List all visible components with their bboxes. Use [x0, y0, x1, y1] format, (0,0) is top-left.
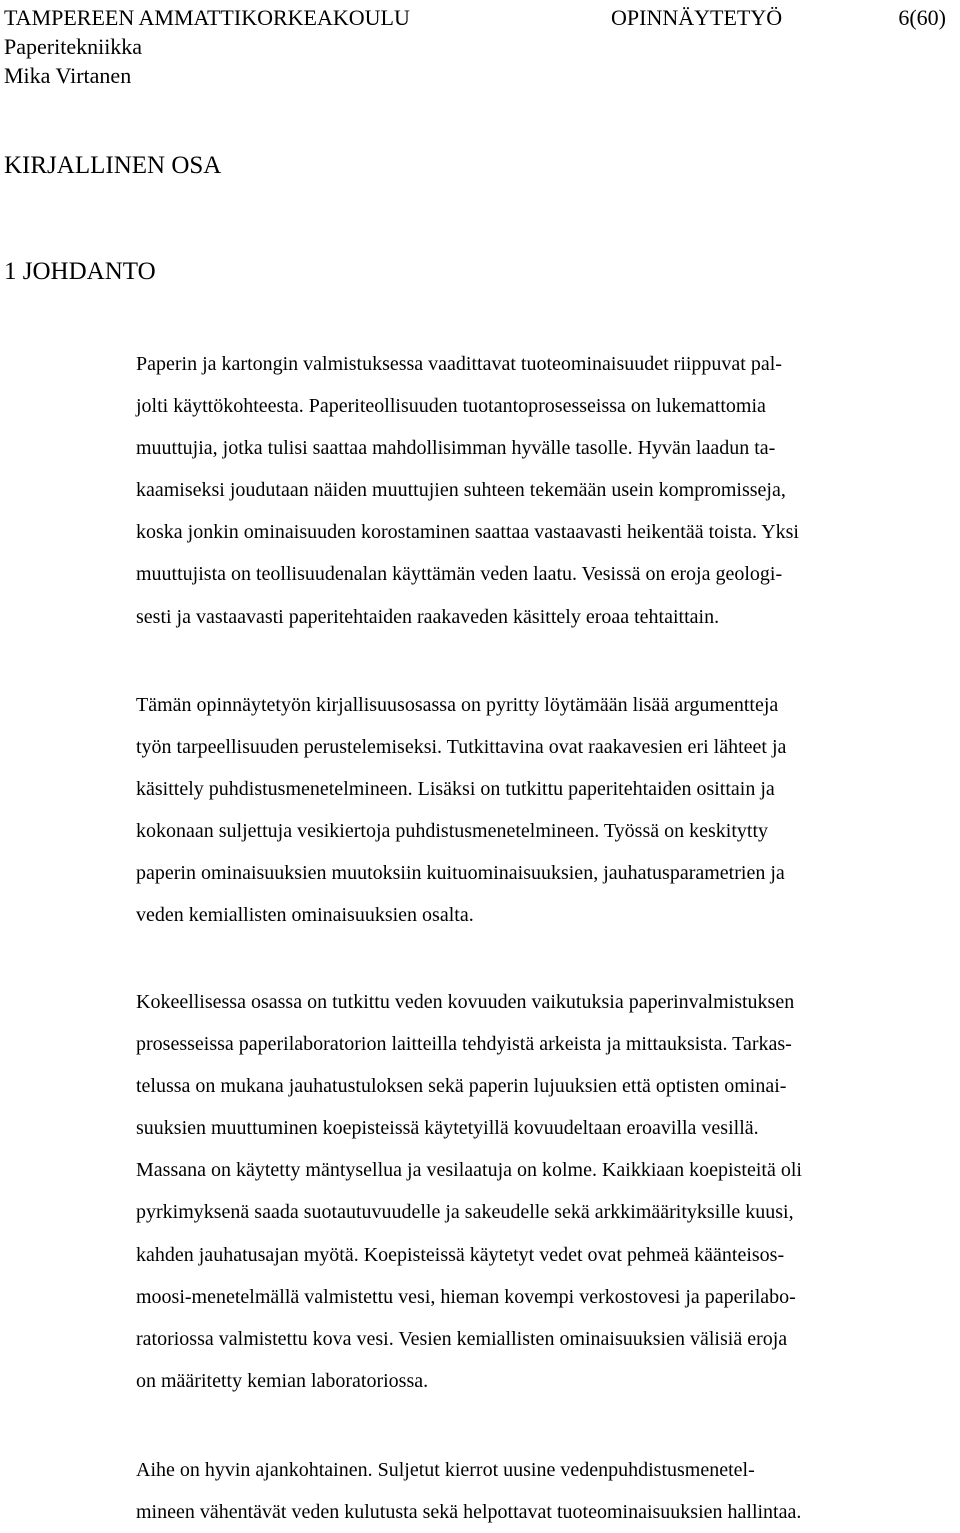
header-row-1: [4, 3, 954, 32]
paragraph-line: Tämän opinnäytetyön kirjallisuusosassa on pyritty löytämään lisää argumentteja: [136, 694, 779, 716]
paragraph-line: Massana on käytetty mäntysellua ja vesilaatuja on kolme. Kaikkiaan koepisteitä oli: [136, 1159, 802, 1182]
document-title: KIRJALLINEN OSA: [4, 152, 222, 179]
paragraph-line: Aihe on hyvin ajankohtainen. Suljetut kierrot uusine vedenpuhdistusmenetel-: [136, 1459, 755, 1481]
page-header: [4, 3, 954, 90]
paragraph-line: kahden jauhatusajan myötä. Koepisteissä käytetyt vedet ovat pehmeä käänteisos-: [136, 1243, 785, 1266]
paragraph-line: veden kemiallisten ominaisuuksien osalta.: [136, 904, 474, 927]
paragraph-2: [136, 684, 960, 937]
paragraph-line: jolti käyttökohteesta. Paperiteollisuuden tuotantoprosesseissa on lukemattomia: [136, 395, 766, 418]
header-row-2: [4, 32, 954, 61]
paragraph-line: Kokeellisessa osassa on tutkittu veden kovuuden vaikutuksia paperinvalmistuksen: [136, 991, 795, 1013]
header-institution: TAMPEREEN AMMATTIKORKEAKOULU: [4, 5, 410, 30]
paragraph-line: kokonaan suljettuja vesikiertoja puhdistusmenetelmineen. Työssä on keskitytty: [136, 820, 769, 843]
paragraph-line: muuttujista on teollisuudenalan käyttämän veden laatu. Vesissä on eroja geologi-: [136, 563, 783, 586]
paragraph-line: pyrkimyksenä saada suotautuvuudelle ja sakeudelle sekä arkkimäärityksille kuusi,: [136, 1201, 794, 1224]
section-heading: 1 JOHDANTO: [4, 258, 156, 285]
header-row-3: [4, 61, 954, 90]
header-department: Paperitekniikka: [4, 34, 143, 59]
paragraph-line: kaamiseksi joudutaan näiden muuttujien suhteen tekemään usein kompromisseja,: [136, 479, 786, 502]
paragraph-line: muuttujia, jotka tulisi saattaa mahdollisimman hyvälle tasolle. Hyvän laadun ta-: [136, 437, 776, 460]
paragraph-line: ratoriossa valmistettu kova vesi. Vesien kemiallisten ominaisuuksien välisiä eroja: [136, 1327, 788, 1350]
paragraph-line: sesti ja vastaavasti paperitehtaiden raakaveden käsittely eroaa tehtaittain.: [136, 605, 720, 628]
paragraph-line: käsittely puhdistusmenetelmineen. Lisäksi on tutkittu paperitehtaiden osittain ja: [136, 778, 775, 801]
paragraph-line: moosi-menetelmällä valmistettu vesi, hieman kovempi verkostovesi ja paperilabo-: [136, 1285, 796, 1308]
paragraph-3: [136, 981, 960, 1402]
paragraph-line: koska jonkin ominaisuuden korostaminen saattaa vastaavasti heikentää toista. Yksi: [136, 521, 799, 544]
paragraph-line: on määritetty kemian laboratoriossa.: [136, 1369, 429, 1392]
header-author: Mika Virtanen: [4, 63, 132, 88]
paragraph-line: mineen vähentävät veden kulutusta sekä helpottavat tuoteominaisuuksien hallintaa.: [136, 1501, 802, 1524]
header-document-type: OPINNÄYTETYÖ: [611, 5, 783, 30]
paragraph-line: telussa on mukana jauhatustuloksen sekä paperin lujuuksien että optisten ominai-: [136, 1075, 787, 1098]
paragraph-line: suuksien muuttuminen koepisteissä käytetyillä kovuudeltaan eroavilla vesillä.: [136, 1117, 759, 1140]
paragraph-line: työn tarpeellisuuden perustelemiseksi. Tutkittavina ovat raakavesien eri lähteet ja: [136, 736, 787, 759]
header-page-number: 6(60): [898, 5, 946, 30]
paragraph-4: [136, 1449, 960, 1533]
paragraph-1: [136, 343, 960, 638]
paragraph-line: Paperin ja kartongin valmistuksessa vaadittavat tuoteominaisuudet riippuvat pal-: [136, 353, 782, 375]
paragraph-line: prosesseissa paperilaboratorion laitteilla tehdyistä arkeista ja mittauksista. Tarkas-: [136, 1033, 792, 1056]
paragraph-line: paperin ominaisuuksien muutoksiin kuituominaisuuksien, jauhatusparametrien ja: [136, 862, 785, 885]
